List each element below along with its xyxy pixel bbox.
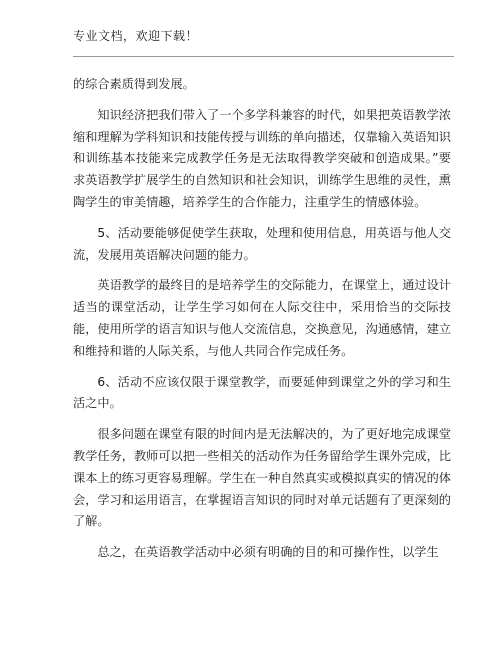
page-header: 专业文档，欢迎下载！ bbox=[73, 29, 199, 43]
header-divider bbox=[73, 56, 454, 57]
paragraph: 6、活动不应该仅限于课堂教学，而要延伸到课堂之外的学习和生活之中。 bbox=[73, 374, 451, 411]
document-body bbox=[73, 74, 451, 564]
paragraph: 很多问题在课堂有限的时间内是无法解决的，为了更好地完成课堂教学任务，教师可以把一些相关的活动作为任务留给学生课外完成，比课本上的练习更容易理解。学生在一种自然真实或模拟真实的情况的体会，学习和运用语言，在掌握语言知识的同时对单元话题有了更深刻的了解。 bbox=[73, 427, 451, 529]
paragraph: 的综合素质得到发展。 bbox=[73, 77, 195, 91]
paragraph: 总之，在英语教学活动中必须有明确的目的和可操作性，以学生 bbox=[97, 545, 439, 560]
paragraph: 5、活动要能够促使学生获取，处理和使用信息，用英语与他人交流，发展用英语解决问题的能力。 bbox=[73, 225, 451, 262]
paragraph: 英语教学的最终目的是培养学生的交际能力，在课堂上，通过设计适当的课堂活动，让学生学习如何在人际交往中，采用恰当的交际技能，使用所学的语言知识与他人交流信息，交换意见，沟通感情，建立和维持和谐的人际关系，与他人共同合作完成任务。 bbox=[73, 278, 451, 358]
paragraph: 知识经济把我们带入了一个多学科兼容的时代，如果把英语教学浓缩和理解为学科知识和技能传授与训练的单向描述，仅靠输入英语知识和训练基本技能来完成教学任务是无法取得教学突破和创造成果。”要求英语教学扩展学生的自然知识和社会知识，训练学生思维的灵性，熏陶学生的审美情趣，培养学生的合作能力，注重学生的情感体验。 bbox=[73, 107, 451, 209]
